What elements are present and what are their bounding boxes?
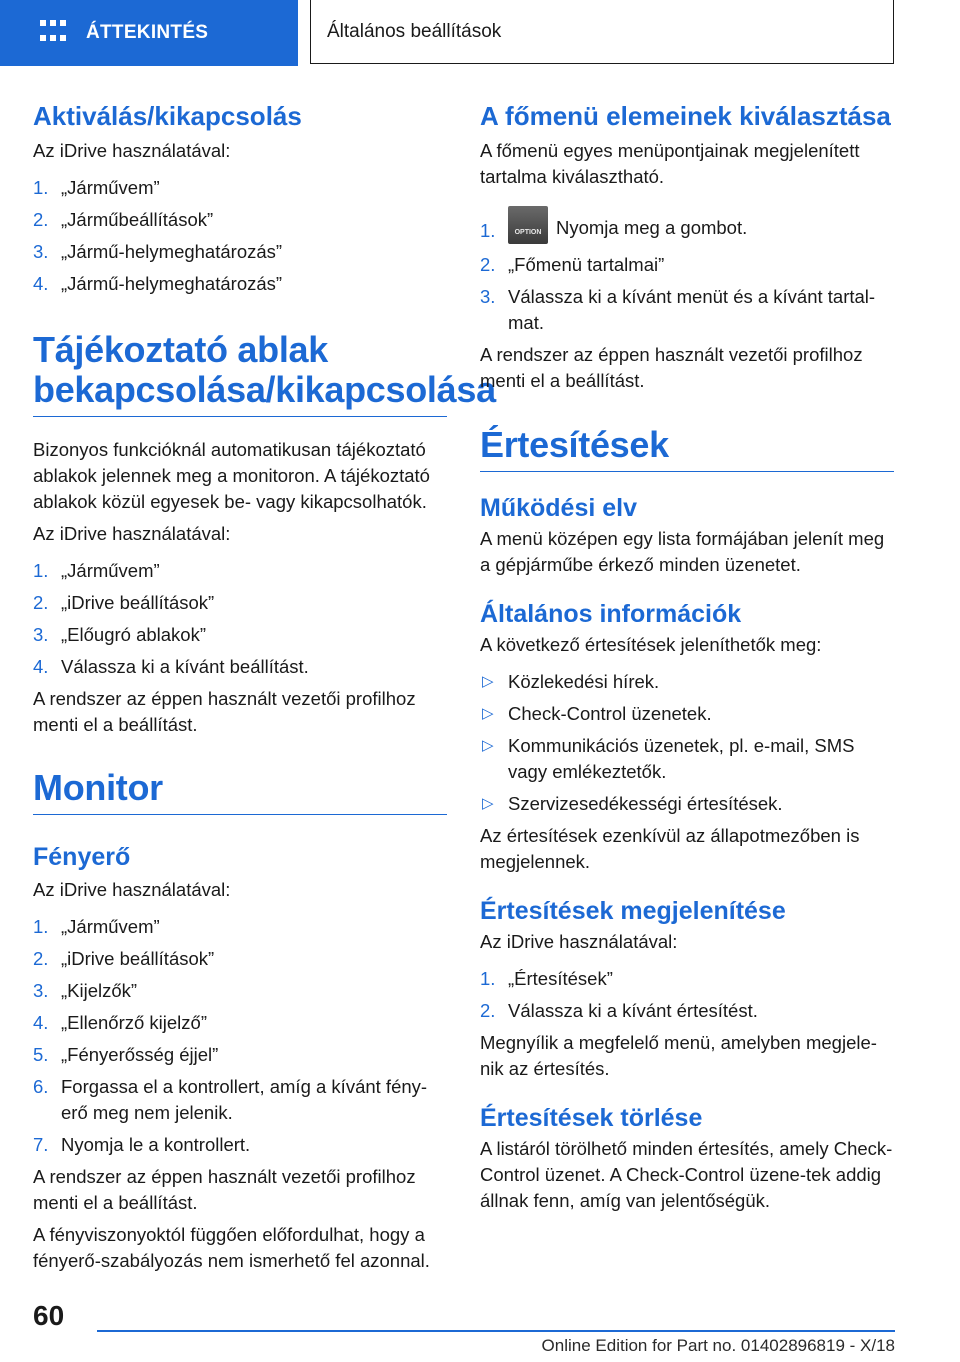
list-item: 1. „Járművem” [33, 916, 160, 937]
brightness-note-1: A rendszer az éppen használt vezetői profilhoz menti el a beállítást. [33, 1166, 416, 1213]
list-item: 2. „iDrive beállítások” [33, 592, 215, 613]
list-item: 2. Válassza ki a kívánt értesítést. [480, 1000, 758, 1021]
list-item: 2. „Főmenü tartalmai” [480, 254, 665, 275]
info-window-steps [33, 558, 447, 680]
info-window-desc: Bizonyos funkcióknál automatikusan tájékoztató ablakok jelennek meg a monitoron. A tájékoztató ablakok közül egyesek be- vagy kikapcsolhatók. [33, 439, 430, 512]
right-column [480, 100, 894, 1214]
list-item: ▷ Kommunikációs üzenetek, pl. e-mail, SMS vagy emlékeztetők. [482, 735, 855, 782]
general-info-title: Általános információk [480, 600, 742, 628]
display-title: Értesítések megjelenítése [480, 897, 786, 925]
tab-general-settings[interactable] [310, 0, 894, 64]
brightness-intro: Az iDrive használatával: [33, 879, 231, 900]
activation-intro: Az iDrive használatával: [33, 140, 231, 161]
general-info-intro: A következő értesítések jeleníthetők meg: [480, 634, 822, 655]
list-item: 1. OPTION Nyomja meg a gombot. [480, 206, 894, 244]
brightness-note-2: A fényviszonyoktól függően előfordulhat, hogy a fényerő-szabályozás nem ismerhető fel azonnal. [33, 1224, 430, 1271]
tab-general-label: Általános beállítások [327, 20, 502, 42]
brightness-title: Fényerő [33, 843, 131, 871]
menu-note: A rendszer az éppen használt vezetői profilhoz menti el a beállítást. [480, 344, 863, 391]
info-window-intro: Az iDrive használatával: [33, 523, 231, 544]
list-item: 1. „Járművem” [33, 560, 160, 581]
list-item: 4. Válassza ki a kívánt beállítást. [33, 656, 309, 677]
left-column [33, 100, 496, 1274]
menu-desc: A főmenü egyes menüpontjainak megjelenített tartalma kiválasztható. [480, 140, 860, 187]
brightness-steps [33, 914, 447, 1158]
list-item: 1. „Értesítések” [480, 968, 613, 989]
top-bar [0, 0, 960, 66]
display-note: Megnyílik a megfelelő menü, amelyben megjele-nik az értesítés. [480, 1032, 877, 1079]
list-item: 3. „Kijelzők” [33, 980, 138, 1001]
triangle-bullet-icon: ▷ [482, 705, 494, 722]
footer-divider [97, 1330, 895, 1332]
principle-title: Működési elv [480, 494, 637, 522]
page-number: 60 [33, 1300, 65, 1331]
info-window-title: Tájékoztató ablak bekapcsolása/kikapcsolása [33, 330, 447, 417]
list-item: 5. „Fényerősség éjjel” [33, 1044, 219, 1065]
delete-title: Értesítések törlése [480, 1104, 703, 1132]
principle-desc: A menü középen egy lista formájában jelenít meg a gépjárműbe érkező minden üzenetet. [480, 528, 885, 575]
menu-title: A főmenü elemeinek kiválasztása [480, 101, 891, 131]
grid-menu-icon [40, 20, 66, 46]
activation-title: Aktiválás/kikapcsolás [33, 101, 302, 131]
footer-edition: Online Edition for Part no. 01402896819 - X/18 [541, 1336, 895, 1355]
list-item: 4. „Ellenőrző kijelző” [33, 1012, 207, 1033]
list-item: 2. „Járműbeállítások” [33, 209, 214, 230]
triangle-bullet-icon: ▷ [482, 737, 494, 754]
list-item: 4. „Jármű-helymeghatározás” [33, 273, 283, 294]
display-intro: Az iDrive használatával: [480, 931, 678, 952]
list-item: ▷ Szervizesedékességi értesítések. [480, 791, 894, 817]
option-button-icon: OPTION [508, 206, 548, 244]
list-item: 1. „Járművem” [33, 177, 160, 198]
list-item: 3. „Jármű-helymeghatározás” [33, 241, 283, 262]
list-item: ▷ Check-Control üzenetek. [480, 701, 894, 727]
list-item: 6. Forgassa el a kontrollert, amíg a kívánt fény-erő meg nem jelenik. [33, 1076, 428, 1123]
monitor-title: Monitor [33, 768, 447, 815]
list-item: 3. Válassza ki a kívánt menüt és a kívánt tartal-mat. [480, 286, 876, 333]
general-info-note: Az értesítések ezenkívül az állapotmezőben is megjelennek. [480, 825, 860, 872]
general-info-bullets [480, 669, 894, 817]
triangle-bullet-icon: ▷ [482, 795, 494, 812]
activation-steps [33, 175, 447, 297]
tab-overview[interactable] [0, 0, 298, 66]
list-item: ▷ Közlekedési hírek. [480, 669, 894, 695]
notifications-title: Értesítések [480, 425, 894, 472]
delete-desc: A listáról törölhető minden értesítés, amely Check-Control üzenet. A Check-Control üzene-tek addig állnak fenn, amíg van jelentőségük. [480, 1138, 893, 1211]
list-item: 2. „iDrive beállítások” [33, 948, 215, 969]
tab-overview-label: ÁTTEKINTÉS [86, 22, 209, 43]
menu-steps [480, 206, 894, 336]
list-item: 3. „Előugró ablakok” [33, 624, 206, 645]
info-window-note: A rendszer az éppen használt vezetői profilhoz menti el a beállítást. [33, 688, 416, 735]
display-steps [480, 966, 894, 1024]
triangle-bullet-icon: ▷ [482, 673, 494, 690]
list-item: 7. Nyomja le a kontrollert. [33, 1134, 251, 1155]
